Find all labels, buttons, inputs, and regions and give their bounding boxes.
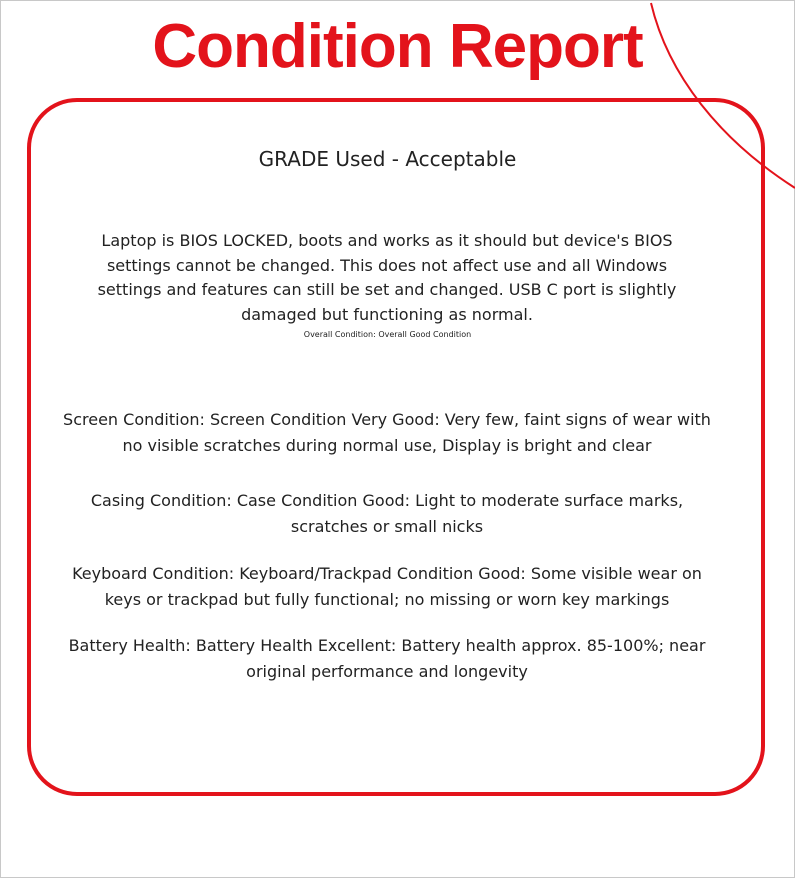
overall-condition: Overall Condition: Overall Good Condition xyxy=(303,330,472,339)
keyboard-condition: Keyboard Condition: Keyboard/Trackpad Condition Good: Some visible wear on keys or trackpad but fully functional; no missing or worn key markings xyxy=(72,564,702,609)
report-title: Condition Report xyxy=(152,12,643,81)
casing-condition: Casing Condition: Case Condition Good: Light to moderate surface marks, scratches or small nicks xyxy=(90,491,684,536)
screen-condition: Screen Condition: Screen Condition Very Good: Very few, faint signs of wear with no visible scratches during normal use, Display is bright and clear xyxy=(63,410,711,455)
battery-health: Battery Health: Battery Health Excellent: Battery health approx. 85-100%; near original performance and longevity xyxy=(68,636,706,681)
grade-heading: GRADE Used - Acceptable xyxy=(258,147,517,171)
summary-text: Laptop is BIOS LOCKED, boots and works as it should but device's BIOS settings cannot be changed. This does not affect use and all Windows settings and features can still be set and changed. USB C port is slightly damaged but functioning as normal. xyxy=(97,231,677,324)
